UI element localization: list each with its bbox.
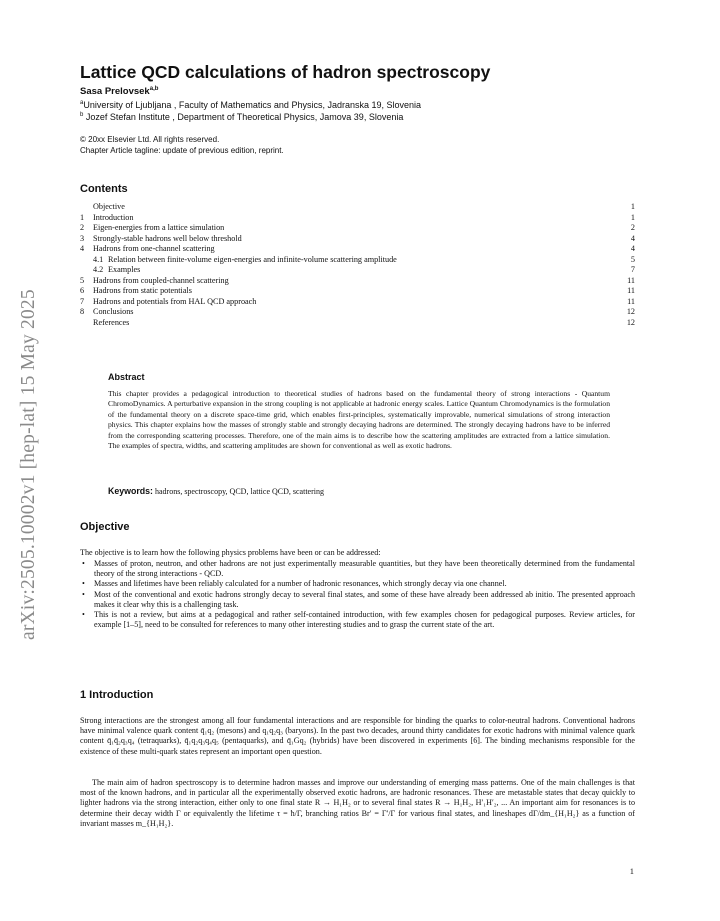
toc-entry-title: Hadrons from one-channel scattering	[93, 244, 215, 253]
objective-item	[80, 610, 635, 630]
bullet-icon: •	[82, 589, 85, 599]
toc-entry-page: 12	[626, 317, 635, 327]
author-name: Sasa Prelovsek	[80, 86, 150, 98]
toc-entry-title: Hadrons from static potentials	[93, 286, 192, 295]
objective-item-text: Most of the conventional and exotic hadrons strongly decay to several final states, and some of these have already been addressed ab initio. The presented approach makes it clear why this is a challenging task.	[94, 589, 635, 609]
affiliation-text: University of Ljubljana , Faculty of Mathematics and Physics, Jadranska 19, Slovenia	[83, 100, 422, 110]
toc-entry-title: Conclusions	[93, 307, 134, 316]
introduction-paragraph-2: The main aim of hadron spectroscopy is to determine hadron masses and improve our understanding of emerging mass patterns. One of the main challenges is that most of the known hadrons, and in particular all the experimentally observed exotic hadrons, are hadronic resonances. These are metastable states that decay quickly to lighter hadrons via the strong interaction, either only to one final state R → H₁H₂ or to several final states R → H₁H₂, H′₁H′₂, ... An important aim for resonances is to determine their decay width Γ or equivalently the lifetime τ = ħ/Γ, branching ratios Br′ = Γ′/Γ for various final states, and lineshapes dΓ/dm_{H₁H₂} as a function of invariant masses m_{H₁H₂}.	[80, 778, 635, 828]
author-line	[80, 86, 158, 97]
toc-entry-title: References	[93, 317, 130, 327]
bullet-icon: •	[82, 559, 85, 568]
toc-entry[interactable]	[80, 213, 635, 224]
toc-entry[interactable]	[80, 307, 635, 318]
objective-item	[80, 590, 635, 610]
affiliation-mark: b	[80, 112, 84, 118]
toc-entry-title: Strongly-stable hadrons well below threshold	[93, 233, 242, 243]
toc-entry[interactable]	[80, 276, 635, 287]
toc-entry-title: Objective	[93, 202, 125, 211]
toc-entry[interactable]	[80, 297, 635, 308]
introduction-paragraph-1: Strong interactions are the strongest among all four fundamental interactions and are responsible for binding the quarks to color-neutral hadrons. Conventional hadrons have minimal valence quark content q̄₁q₂ (mesons) and q₁q₂q₃ (baryons). In the past two decades, around thirty candidates for exotic hadrons with minimal valence quark content q̄₁q̄₂q₃q₄ (tetraquarks), q̄₁q₂q₃q₄q₅ (pentaquarks), and q̄₁Gq₂ (hybrids) have been discovered in experiments [6]. The binding mechanisms responsible for the existence of these multi-quark states represent an important open question.	[80, 716, 635, 756]
toc-entry-page: 12	[626, 307, 635, 316]
objective-item-text: Masses and lifetimes have been reliably calculated for a number of hadronic resonances, which strongly decay via one channel.	[94, 579, 507, 589]
toc-entry-number: 7	[80, 296, 85, 306]
toc-entry[interactable]	[80, 234, 635, 245]
toc-entry[interactable]	[80, 202, 635, 213]
toc-entry-page: 11	[627, 275, 635, 285]
chapter-tagline: Chapter Article tagline: update of previous edition, reprint.	[80, 146, 284, 155]
toc-entry-page: 1	[630, 202, 635, 211]
toc-entry-page: 5	[630, 254, 635, 264]
affiliation-mark: a	[80, 100, 84, 106]
bullet-icon: •	[82, 579, 85, 589]
author-affiliation-marks: a,b	[149, 86, 159, 92]
toc-entry-number: 8	[80, 307, 85, 316]
toc-entry-number: 4.2	[93, 265, 104, 274]
affiliation-a	[80, 100, 421, 110]
toc-entry-page: 11	[627, 286, 635, 295]
objective-item	[80, 559, 635, 579]
toc-entry[interactable]	[80, 244, 635, 255]
table-of-contents	[80, 202, 635, 328]
toc-entry-number: 6	[80, 286, 85, 295]
contents-heading: Contents	[80, 183, 128, 195]
abstract-heading: Abstract	[108, 372, 145, 382]
toc-entry-page: 4	[630, 233, 635, 243]
objective-heading: Objective	[80, 521, 130, 533]
arxiv-stamp: arXiv:2505.10002v1 [hep-lat] 15 May 2025	[18, 289, 39, 640]
affiliation-text: Jozef Stefan Institute , Department of Theoretical Physics, Jamova 39, Slovenia	[83, 112, 404, 122]
page-number: 1	[629, 866, 634, 876]
objective-item	[80, 579, 635, 589]
toc-entry[interactable]	[80, 255, 635, 266]
keywords-text: hadrons, spectroscopy, QCD, lattice QCD, scattering	[154, 487, 324, 496]
keywords-line	[108, 486, 324, 496]
toc-entry-number: 5	[80, 275, 85, 285]
toc-entry-page: 11	[627, 296, 635, 306]
objective-list	[80, 559, 635, 630]
bullet-icon: •	[82, 610, 85, 620]
toc-entry-title: Relation between finite-volume eigen-energies and infinite-volume scattering amplitude	[108, 254, 397, 264]
toc-entry[interactable]	[80, 223, 635, 234]
toc-entry-title: Eigen-energies from a lattice simulation	[93, 223, 225, 232]
toc-entry-number: 4.1	[93, 254, 104, 264]
toc-entry-number: 1	[80, 212, 85, 222]
toc-entry-title: Hadrons from coupled-channel scattering	[93, 275, 229, 285]
abstract-text: This chapter provides a pedagogical introduction to theoretical studies of hadrons based on the fundamental theory of strong interactions - Quantum ChromoDynamics. A perturbative expansion in the strong coupling is not applicable at hadronic energy scales. Lattice Quantum Chromodynamics is the formulation of the fundamental theory on a discrete space-time grid, which enables first-principles, systematically improvable, numerical simulations of strong interaction physics. This chapter explains how the masses of strongly stable and strongly decaying hadrons are determined. The strongly decaying hadrons have to be inferred from the corresponding scattering processes. Therefore, one of the main aims is to describe how the scattering amplitudes are extracted from a lattice simulation. The examples of spectra, widths, and scattering amplitudes are shown for conventional as well as exotic hadrons.	[108, 389, 610, 451]
toc-entry-page: 2	[630, 223, 635, 232]
toc-entry-title: Introduction	[93, 212, 134, 222]
toc-entry[interactable]	[80, 318, 635, 329]
toc-entry-page: 1	[630, 212, 635, 222]
objective-intro: The objective is to learn how the following physics problems have been or can be addressed:	[80, 548, 381, 557]
copyright-notice: © 20xx Elsevier Ltd. All rights reserved.	[80, 135, 220, 144]
toc-entry-number: 4	[80, 244, 85, 253]
toc-entry[interactable]	[80, 286, 635, 297]
objective-item-text: This is not a review, but aims at a pedagogical and rather self-contained introduction, with few examples chosen for pedagogical purposes. Review articles, for example [1–5], need to be consulted for references to many other interesting studies and to grasp the current state of the art.	[94, 610, 635, 630]
affiliation-b	[80, 112, 403, 122]
toc-entry[interactable]	[80, 265, 635, 276]
toc-entry-title: Hadrons and potentials from HAL QCD approach	[93, 296, 257, 306]
toc-entry-page: 4	[630, 244, 635, 253]
paper-title: Lattice QCD calculations of hadron spectroscopy	[80, 62, 491, 82]
toc-entry-number: 2	[80, 223, 85, 232]
keywords-label: Keywords:	[108, 486, 153, 496]
objective-item-text: Masses of proton, neutron, and other hadrons are not just experimentally measurable quantities, but they have been theoretically determined from the fundamental theory of the strong interactions - QCD.	[94, 559, 635, 579]
introduction-heading: 1 Introduction	[80, 689, 154, 701]
toc-entry-number: 3	[80, 233, 85, 243]
toc-entry-page: 7	[630, 265, 635, 274]
toc-entry-title: Examples	[108, 265, 141, 274]
